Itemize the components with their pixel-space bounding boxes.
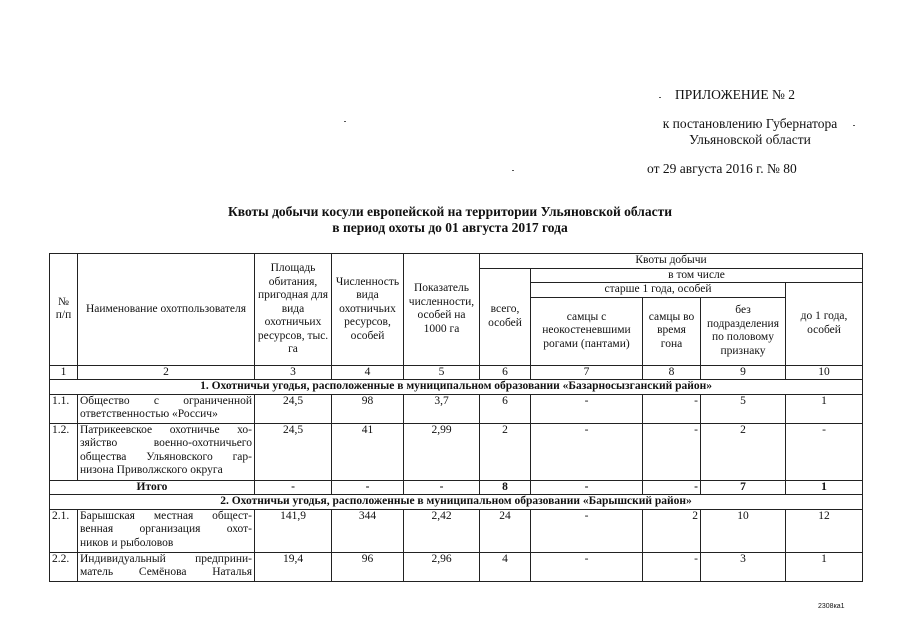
header-under-1: до 1 года, особей <box>786 283 863 366</box>
column-number-row <box>50 365 863 380</box>
total-count: - <box>332 480 404 495</box>
row-males-rut: - <box>643 394 701 423</box>
total-no-sex: 7 <box>701 480 786 495</box>
column-number: 9 <box>701 365 786 380</box>
table-row <box>50 552 863 581</box>
header-males-rut: самцы во время гона <box>643 297 701 365</box>
scan-speck <box>659 97 661 98</box>
row-males-rut: 2 <box>643 509 701 552</box>
row-name <box>78 552 255 581</box>
footer-code: 2308ка1 <box>818 603 845 610</box>
row-no-sex: 3 <box>701 552 786 581</box>
header-no-sex: без подразделения по половому признаку <box>701 297 786 365</box>
column-number: 7 <box>531 365 643 380</box>
column-number: 1 <box>50 365 78 380</box>
decree-line-2: Ульяновской области <box>689 132 811 147</box>
header-count: Численность вида охотничьих ресурсов, особей <box>332 254 404 366</box>
row-males-antlers: - <box>531 509 643 552</box>
total-area: - <box>255 480 332 495</box>
row-under-1: 1 <box>786 552 863 581</box>
row-name-line: венная организация охот- <box>80 523 252 535</box>
document-title <box>150 204 750 236</box>
row-name <box>78 509 255 552</box>
row-name <box>78 423 255 480</box>
appendix-label: ПРИЛОЖЕНИЕ № 2 <box>675 87 796 102</box>
header-older-than-1: старше 1 года, особей <box>531 283 786 298</box>
row-name-line: низона Приволжского округа <box>80 464 223 476</box>
total-density: - <box>404 480 480 495</box>
column-number: 4 <box>332 365 404 380</box>
total-under-1: 1 <box>786 480 863 495</box>
decree-date: от 29 августа 2016 г. № 80 <box>647 161 797 176</box>
row-count: 344 <box>332 509 404 552</box>
column-number: 5 <box>404 365 480 380</box>
column-number: 2 <box>78 365 255 380</box>
row-name-line: зяйство военно-охотничьего <box>80 437 252 449</box>
header-quota: Квоты добычи <box>480 254 863 269</box>
title-line-1: Квоты добычи косули европейской на территории Ульяновской области <box>227 204 673 219</box>
row-males-rut: - <box>643 423 701 480</box>
row-count: 41 <box>332 423 404 480</box>
row-density: 2,96 <box>404 552 480 581</box>
table-row <box>50 509 863 552</box>
row-name-line: Индивидуальный предприни- <box>80 552 252 565</box>
row-density: 3,7 <box>404 394 480 423</box>
header-num: № п/п <box>50 254 78 366</box>
row-no-sex: 2 <box>701 423 786 480</box>
scan-speck <box>853 125 855 126</box>
decree-line-1: к постановлению Губернатора <box>662 116 838 131</box>
row-total: 24 <box>480 509 531 552</box>
scan-speck <box>512 170 514 171</box>
header-total: всего, особей <box>480 268 531 365</box>
row-count: 98 <box>332 394 404 423</box>
total-label: Итого <box>50 480 255 495</box>
row-name-line: общества Ульяновского гар- <box>80 450 252 463</box>
column-number: 3 <box>255 365 332 380</box>
row-under-1: 12 <box>786 509 863 552</box>
row-num: 1.1. <box>50 394 78 423</box>
row-name-line: ответственностью «Россич» <box>80 408 218 420</box>
column-number: 6 <box>480 365 531 380</box>
column-number: 10 <box>786 365 863 380</box>
decree-reference <box>640 116 860 148</box>
row-name-line: Общество с ограниченной <box>80 394 252 407</box>
total-total: 8 <box>480 480 531 495</box>
row-males-antlers: - <box>531 394 643 423</box>
section-title: 1. Охотничьи угодья, расположенные в муниципальном образовании «Базарносызганский район» <box>50 380 863 395</box>
section-row <box>50 380 863 395</box>
row-area: 24,5 <box>255 394 332 423</box>
table-row <box>50 423 863 480</box>
header-name: Наименование охотпользователя <box>78 254 255 366</box>
row-no-sex: 10 <box>701 509 786 552</box>
row-area: 141,9 <box>255 509 332 552</box>
row-num: 2.2. <box>50 552 78 581</box>
total-males-antlers: - <box>531 480 643 495</box>
row-name-line: Патрикеевское охотничье хо- <box>80 423 252 436</box>
header-area: Площадь обитания, пригодная для вида охотничьих ресурсов, тыс. га <box>255 254 332 366</box>
row-under-1: - <box>786 423 863 480</box>
section-row <box>50 495 863 510</box>
row-num: 2.1. <box>50 509 78 552</box>
row-density: 2,42 <box>404 509 480 552</box>
title-line-2: в период охоты до 01 августа 2017 года <box>332 220 568 235</box>
row-males-antlers: - <box>531 423 643 480</box>
row-males-rut: - <box>643 552 701 581</box>
row-name-line: ников и рыболовов <box>80 536 174 549</box>
header-males-antlers: самцы с неокостеневшими рогами (пантами) <box>531 297 643 365</box>
total-males-rut: - <box>643 480 701 495</box>
row-total: 2 <box>480 423 531 480</box>
section-title: 2. Охотничьи угодья, расположенные в муниципальном образовании «Барышский район» <box>50 495 863 510</box>
column-number: 8 <box>643 365 701 380</box>
row-name-line: матель Семёнова Наталья <box>80 566 252 578</box>
row-num: 1.2. <box>50 423 78 480</box>
header-including: в том числе <box>531 268 863 283</box>
row-under-1: 1 <box>786 394 863 423</box>
row-density: 2,99 <box>404 423 480 480</box>
row-area: 24,5 <box>255 423 332 480</box>
quota-table <box>49 253 863 582</box>
row-count: 96 <box>332 552 404 581</box>
row-no-sex: 5 <box>701 394 786 423</box>
row-area: 19,4 <box>255 552 332 581</box>
row-name <box>78 394 255 423</box>
scan-speck <box>344 121 346 122</box>
row-name-line: Барышская местная общест- <box>80 509 252 522</box>
row-total: 6 <box>480 394 531 423</box>
row-total: 4 <box>480 552 531 581</box>
row-males-antlers: - <box>531 552 643 581</box>
header-density: Показатель численности, особей на 1000 га <box>404 254 480 366</box>
table-row <box>50 394 863 423</box>
total-row <box>50 480 863 495</box>
